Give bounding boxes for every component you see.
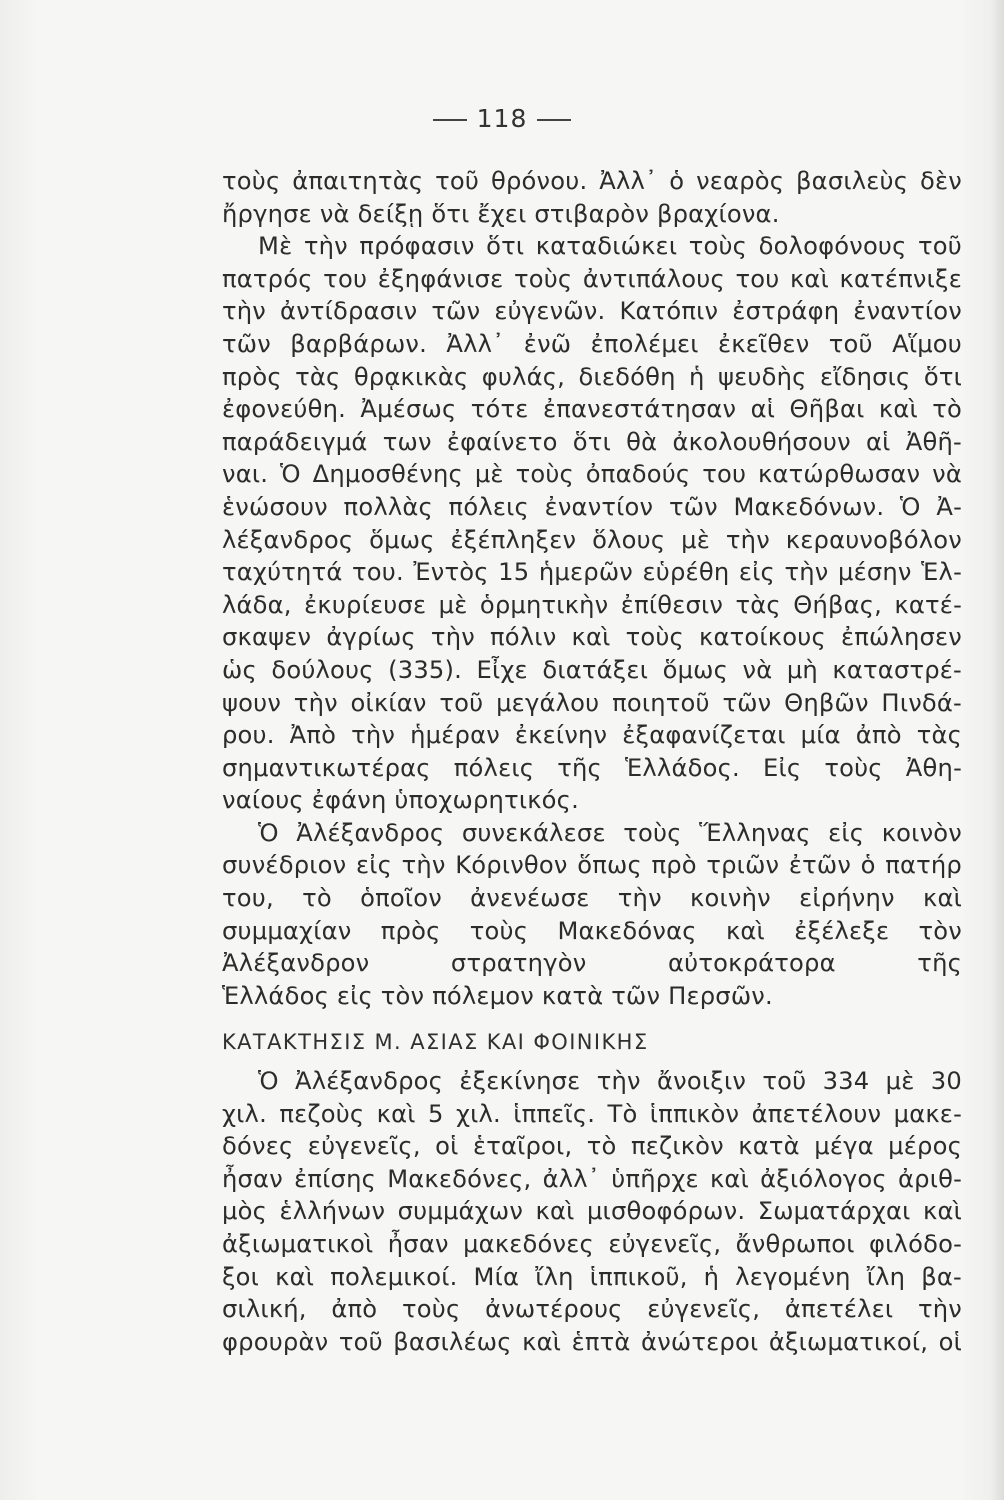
text-line: δόνες εὐγενεῖς, οἱ ἑταῖροι, τὸ πεζικὸν κατὰ μέγα μέρος xyxy=(222,1132,962,1161)
page-number-value: 118 xyxy=(476,104,528,133)
text-line: Ὁ Ἀλέξανδρος συνεκάλεσε τοὺς Ἕλληνας εἰς κοινὸν xyxy=(258,818,962,847)
page-number-dash-left xyxy=(433,119,467,121)
page-number xyxy=(0,104,1004,133)
text-line: φρουρὰν τοῦ βασιλέως καὶ ἑπτὰ ἀνώτεροι ἀξιωματικοί, οἱ xyxy=(222,1327,962,1356)
text-line: τῶν βαρβάρων. Ἀλλ᾽ ἐνῶ ἐπολέμει ἐκεῖθεν τοῦ Αἵμου xyxy=(222,329,962,358)
page-edge-shadow xyxy=(990,0,1004,1500)
text-line: Ὁ Ἀλέξανδρος ἐξεκίνησε τὴν ἄνοιξιν τοῦ 334 μὲ 30 xyxy=(258,1067,962,1096)
text-line: του, τὸ ὁποῖον ἀνενέωσε τὴν κοινὴν εἰρήνην καὶ xyxy=(222,884,962,913)
text-line: Ἑλλάδος εἰς τὸν πόλεμον κατὰ τῶν Περσῶν. xyxy=(222,981,773,1010)
text-line: ναίους ἐφάνη ὑποχωρητικός. xyxy=(222,786,579,815)
text-line: πρὸς τὰς θρᾳκικὰς φυλάς, διεδόθη ἡ ψευδὴς εἴδησις ὅτι xyxy=(222,362,962,391)
text-line: συμμαχίαν πρὸς τοὺς Μακεδόνας καὶ ἐξέλεξε τὸν xyxy=(222,916,962,945)
text-line: ρου. Ἀπὸ τὴν ἡμέραν ἐκείνην ἐξαφανίζεται μία ἀπὸ τὰς xyxy=(222,721,962,750)
text-line: ἑνώσουν πολλὰς πόλεις ἐναντίον τῶν Μακεδόνων. Ὁ Ἀ- xyxy=(222,492,962,521)
text-line: ταχύτητά του. Ἐντὸς 15 ἡμερῶν εὑρέθη εἰς τὴν μέσην Ἑλ- xyxy=(222,558,962,587)
text-line: χιλ. πεζοὺς καὶ 5 χιλ. ἱππεῖς. Τὸ ἱππικὸν ἀπετέλουν μακε- xyxy=(222,1099,962,1128)
body-text xyxy=(222,165,962,1358)
text-line: συνέδριον εἰς τὴν Κόρινθον ὅπως πρὸ τριῶν ἐτῶν ὁ πατήρ xyxy=(222,851,962,880)
text-line: τὴν ἀντίδρασιν τῶν εὐγενῶν. Κατόπιν ἐστράφη ἐναντίον xyxy=(222,297,962,326)
text-line: Μὲ τὴν πρόφασιν ὅτι καταδιώκει τοὺς δολοφόνους τοῦ xyxy=(258,232,962,261)
text-line: ἦσαν ἐπίσης Μακεδόνες, ἀλλ᾽ ὑπῆρχε καὶ ἀξιόλογος ἀριθ- xyxy=(222,1164,962,1193)
text-line: μὸς ἑλλήνων συμμάχων καὶ μισθοφόρων. Σωματάρχαι καὶ xyxy=(222,1197,962,1226)
text-line: ὡς δούλους (335). Εἶχε διατάξει ὅμως νὰ μὴ καταστρέ- xyxy=(222,655,962,684)
section-heading: ΚΑΤΑΚΤΗΣΙΣ Μ. ΑΣΙΑΣ ΚΑΙ ΦΟΙΝΙΚΗΣ xyxy=(222,1030,649,1055)
text-line: ἐφονεύθη. Ἀμέσως τότε ἐπανεστάτησαν αἱ Θῆβαι καὶ τὸ xyxy=(222,395,962,424)
text-line: σημαντικωτέρας πόλεις τῆς Ἑλλάδος. Εἰς τοὺς Ἀθη- xyxy=(222,753,962,782)
text-line: σιλική, ἀπὸ τοὺς ἀνωτέρους εὐγενεῖς, ἀπετέλει τὴν xyxy=(222,1295,962,1324)
text-line: ναι. Ὁ Δημοσθένης μὲ τοὺς ὀπαδούς του κατώρθωσαν νὰ xyxy=(222,460,962,489)
text-line: παράδειγμά των ἐφαίνετο ὅτι θὰ ἀκολουθήσουν αἱ Ἀθῆ- xyxy=(222,427,962,456)
text-line: ἀξιωματικοὶ ἦσαν μακεδόνες εὐγενεῖς, ἄνθρωποι φιλόδο- xyxy=(222,1230,962,1258)
page-number-dash-right xyxy=(537,119,571,121)
text-line: σκαψεν ἀγρίως τὴν πόλιν καὶ τοὺς κατοίκους ἐπώλησεν xyxy=(222,623,962,652)
text-line: ξοι καὶ πολεμικοί. Μία ἴλη ἱππικοῦ, ἡ λεγομένη ἴλη βα- xyxy=(222,1262,962,1291)
text-line: ἤργησε νὰ δείξῃ ὅτι ἔχει στιβαρὸν βραχίονα. xyxy=(222,199,780,228)
text-line: ψουν τὴν οἰκίαν τοῦ μεγάλου ποιητοῦ τῶν Θηβῶν Πινδά- xyxy=(222,688,962,717)
text-line: λάδα, ἐκυρίευσε μὲ ὁρμητικὴν ἐπίθεσιν τὰς Θήβας, κατέ- xyxy=(222,590,962,619)
text-line: Ἀλέξανδρον στρατηγὸν αὐτοκράτορα τῆς xyxy=(222,949,962,978)
text-line: λέξανδρος ὅμως ἐξέπληξεν ὅλους μὲ τὴν κεραυνοβόλον xyxy=(222,525,962,554)
text-line: πατρός του ἐξηφάνισε τοὺς ἀντιπάλους του καὶ κατέπνιξε xyxy=(222,264,962,293)
text-line: τοὺς ἀπαιτητὰς τοῦ θρόνου. Ἀλλ᾽ ὁ νεαρὸς βασιλεὺς δὲν xyxy=(222,167,962,195)
